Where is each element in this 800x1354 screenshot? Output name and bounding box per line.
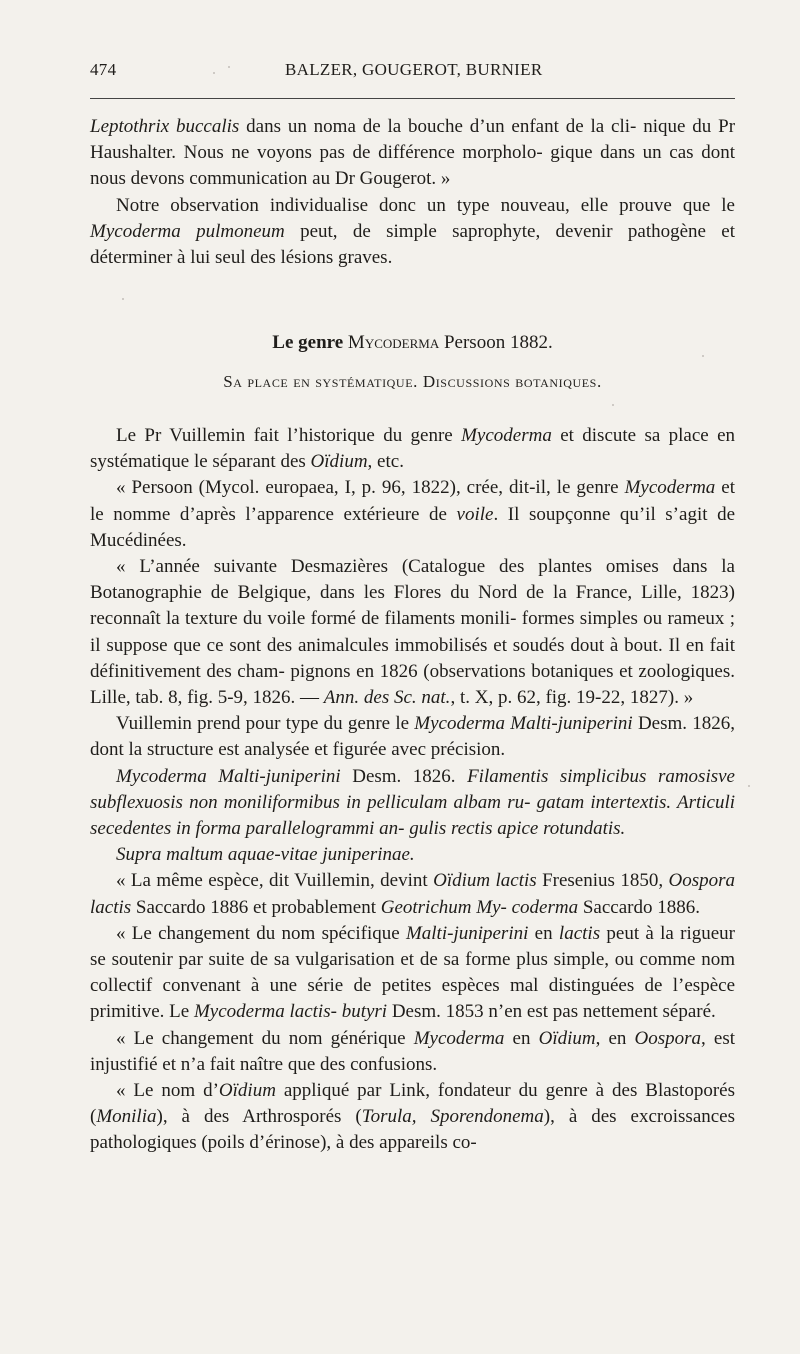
print-speckle	[702, 355, 704, 357]
paragraph	[90, 554, 735, 711]
running-head: BALZER, GOUGEROT, BURNIER	[285, 60, 543, 79]
latin-term: Oospora lactis	[90, 870, 736, 918]
text-span: « L’année suivante Desmazières (Catalogue des plantes omises dans	[116, 556, 708, 578]
text-span: Le Pr Vuillemin fait l’historique du genre	[116, 425, 462, 446]
print-speckle	[612, 404, 614, 406]
latin-term: Mycoderma	[624, 477, 716, 499]
text-span: Notre observation individualise donc un type nouveau, elle prouve	[116, 194, 672, 216]
text-span: en	[504, 1027, 539, 1049]
latin-term: Oïdium	[538, 1027, 596, 1049]
paragraph	[90, 475, 735, 554]
text-span: Saccardo 1886.	[578, 896, 700, 918]
text-span: pignons en 1826 (observations botaniques et zoologiques. Lille, tab. 8,	[90, 660, 735, 709]
latin-term: Torula, Sporendonema	[361, 1106, 544, 1128]
title-text: Persoon 1882.	[439, 332, 553, 353]
text-span: à la rigueur se soutenir par suite de sa vulgarisation et de sa forme	[90, 922, 736, 971]
section-body	[90, 423, 735, 1157]
print-speckle	[748, 785, 750, 787]
text-span: peut	[600, 922, 640, 944]
text-span: place en systématique le séparant des	[90, 425, 736, 473]
paragraph	[90, 1026, 735, 1078]
latin-term: Oïdium lactis	[433, 870, 537, 892]
text-span: « Le nom d’	[116, 1080, 219, 1102]
latin-term: Mycoderma Malti-juniperini	[116, 765, 341, 787]
text-span: la Botanographie de Belgique, dans les Flores du Nord de la France,	[90, 556, 735, 604]
paragraph	[90, 193, 735, 272]
latin-term: butyri	[341, 1001, 388, 1023]
latin-term: Mycoderma pulmoneum	[90, 220, 285, 242]
text-span: Lille, 1823) reconnaît la texture du voile formé de filaments monili-	[90, 582, 736, 630]
latin-term: Ann. des Sc. nat.	[323, 687, 451, 709]
latin-term: Oïdium	[310, 451, 368, 473]
header-rule	[90, 98, 735, 99]
latin-term: gatam intertextis. Articuli secedentes in forma parallelogrammi an-	[90, 791, 736, 840]
latin-term: voile	[456, 503, 494, 525]
text-span: et le nomme d’après l’apparence extérieure de	[90, 477, 736, 525]
page-number: 474	[90, 60, 117, 79]
opening-paragraphs	[90, 114, 735, 271]
text-span: « La même espèce, dit Vuillemin, devint	[116, 870, 434, 892]
text-span: peut, de simple saprophyte, devenir	[284, 220, 613, 242]
text-span: « Le changement du nom spécifique	[116, 922, 406, 944]
latin-term: Geotrichum My-	[380, 896, 507, 918]
paragraph	[90, 1078, 735, 1157]
text-span: ), à des Arthrosporés (	[156, 1106, 362, 1128]
text-span: dans un noma de la bouche d’un enfant de la cli-	[239, 116, 637, 137]
text-span: Saccardo 1886 et probablement	[131, 896, 381, 918]
latin-term: lactis	[558, 922, 601, 944]
latin-term: Mycoderma lactis-	[193, 1001, 337, 1023]
paragraph	[90, 921, 735, 1026]
text-span: espèces mal distinguées de l’espèce primitive. Le	[90, 975, 735, 1023]
text-span: Desm. 1826.	[340, 765, 468, 787]
text-span: Blastoporés (	[90, 1080, 735, 1128]
text-span: et discute sa	[551, 425, 661, 446]
latin-term: Oospora	[634, 1027, 702, 1049]
text-span: 1850,	[620, 870, 669, 892]
latin-term: Monilia	[96, 1106, 157, 1128]
section-subtitle: Sa place en systématique. Discussions botaniques.	[223, 372, 602, 391]
text-span: ), à	[543, 1106, 578, 1128]
text-span: nique du Pr Haushalter. Nous ne voyons pas de différence morpholo-	[90, 116, 736, 164]
paragraph	[90, 842, 735, 868]
section-title	[90, 332, 735, 354]
text-span: des excroissances pathologiques (poils d’érinose), à des appareils co-	[90, 1106, 736, 1154]
latin-term: gulis rectis apice rotundatis.	[409, 818, 626, 840]
text-span: , en	[595, 1027, 627, 1049]
text-span: . Il	[493, 503, 520, 525]
text-span: immobilisés et soudés dout à bout. Il en fait définitivement des cham-	[90, 634, 735, 682]
text-span: Desm. 1826, dont la structure est analysée et figurée avec précision.	[90, 713, 736, 761]
text-span: , est injustifié et n’a fait naître que des confusions.	[90, 1027, 736, 1075]
text-span: fig. 5-9, 1826. —	[187, 687, 324, 709]
text-span: que le	[682, 194, 735, 216]
print-speckle	[213, 72, 215, 74]
text-span: Vuillemin prend pour type du genre le	[116, 713, 415, 735]
latin-term: Leptothrix buccalis	[90, 116, 240, 137]
latin-term: coderma	[511, 896, 579, 918]
text-span: en	[528, 922, 559, 944]
text-span: gique dans un cas dont nous devons communication au Dr Gougerot. »	[90, 142, 735, 190]
title-text: Le genre	[272, 332, 348, 353]
text-span: plus simple, ou comme nom collectif convenant à une série de petites	[90, 949, 735, 997]
latin-term: Mycoderma Malti-juniperini	[414, 713, 633, 735]
latin-term: Mycoderma	[461, 425, 552, 446]
paragraph	[90, 114, 735, 193]
text-span: pathogène et déterminer à lui seul des lésions graves.	[90, 220, 736, 269]
text-span: , etc.	[367, 451, 404, 473]
latin-term: Malti-juniperini	[405, 922, 529, 944]
paragraph	[90, 711, 735, 763]
text-span: « Le changement du nom générique	[116, 1027, 414, 1049]
text-span: Fresenius	[536, 870, 615, 892]
paragraph	[90, 423, 735, 475]
text-span: Desm. 1853 n’en est pas nettement séparé.	[387, 1001, 716, 1023]
latin-term: ramosisve subflexuosis non moniliformibus in pelliculam albam ru-	[90, 765, 735, 813]
text-span: formes simples ou rameux ; il suppose que ce sont des animalcules	[90, 608, 735, 656]
text-span: , t. X, p. 62, fig. 19-22, 1827). »	[450, 687, 694, 709]
latin-term: Oïdium	[218, 1080, 276, 1102]
text-span: soupçonne qu’il s’agit de Mucédinées.	[90, 503, 736, 551]
text-span: appliqué par Link, fondateur du genre à des	[275, 1080, 638, 1102]
latin-term: Mycoderma	[413, 1027, 505, 1049]
paragraph	[90, 764, 735, 843]
title-genus: Mycoderma	[347, 332, 440, 353]
latin-term: Filamentis simplicibus	[467, 765, 647, 787]
latin-term: Supra maltum aquae-vitae juniperinae.	[116, 844, 415, 866]
print-speckle	[228, 66, 230, 68]
text-span: « Persoon (Mycol. europaea, I, p. 96, 1822), crée, dit-il, le genre	[116, 477, 619, 499]
page-header	[90, 60, 735, 90]
paragraph	[90, 868, 735, 920]
print-speckle	[122, 298, 124, 300]
